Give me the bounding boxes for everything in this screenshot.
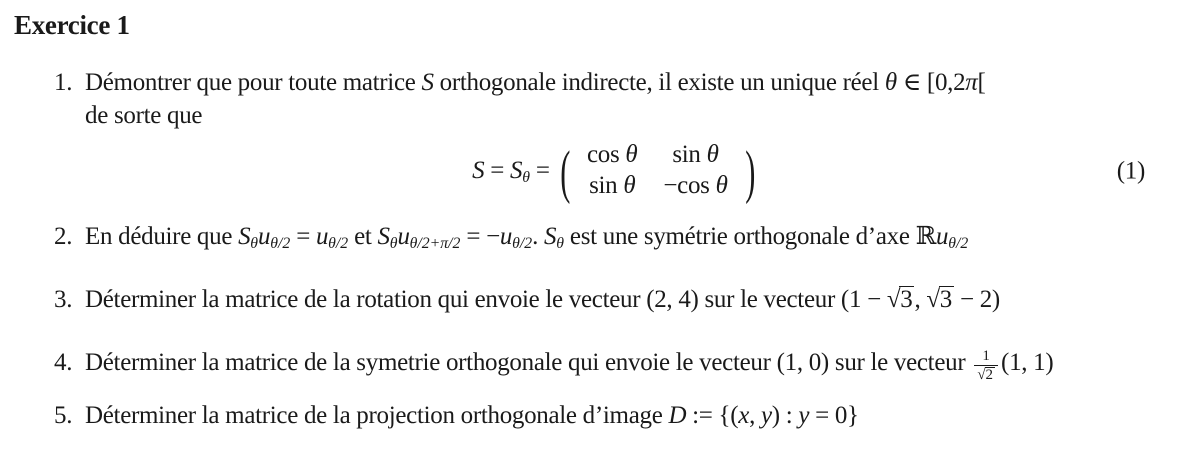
- item-content: [85, 66, 1190, 220]
- fraction-denominator: [974, 365, 998, 384]
- item-content: [85, 346, 1190, 384]
- item-content: [85, 283, 1190, 316]
- equation-number: (1): [1116, 157, 1145, 185]
- matrix-row: [574, 171, 741, 202]
- math-italic: y: [760, 402, 772, 430]
- item-text: En déduire que $S_\theta u_{\theta/2} = u_{\theta/2}$ et $S_\theta u_{\theta/2+\pi/2} = -u_{\theta/2}$. $S_\theta$ est une symétrie orthogonale d’axe ℝu$_{\theta/2}$: [85, 222, 969, 252]
- item-number: 4.: [54, 348, 73, 376]
- fraction: [974, 348, 998, 383]
- subscript: θ/2: [270, 234, 291, 252]
- math-italic: S: [509, 157, 523, 185]
- item-number: 5.: [54, 402, 73, 430]
- exercise-item-3: [0, 283, 1194, 316]
- math-italic: θ: [623, 171, 636, 199]
- matrix-cell: sin θ: [589, 171, 636, 199]
- radicand: 2: [985, 366, 994, 383]
- equation: [472, 137, 759, 205]
- radicand: 3: [939, 285, 952, 313]
- math-italic: S: [377, 222, 390, 250]
- math-italic: x: [738, 402, 750, 430]
- math-italic: S: [544, 222, 557, 250]
- sqrt-expression: [926, 286, 954, 313]
- subscript: θ/2: [328, 234, 349, 252]
- radical-icon: √: [886, 285, 901, 313]
- subscript: θ: [522, 169, 530, 187]
- math-italic: u: [397, 222, 410, 250]
- math-italic: θ: [884, 69, 897, 96]
- matrix-right-paren: ): [744, 137, 755, 205]
- sqrt-expression: [887, 286, 915, 313]
- matrix-cell: cos θ: [587, 141, 638, 168]
- exercise-item-1: [0, 66, 1194, 220]
- item-number: 2.: [54, 222, 73, 250]
- exercise-list: [0, 66, 1194, 432]
- math-italic: S: [238, 222, 251, 250]
- equation-line: [85, 137, 1190, 205]
- item-text: Déterminer la matrice de la symetrie orthogonale qui envoie le vecteur (1, 0) sur le vecteur $\frac{1}{√2}$ (1, 1): [85, 348, 1054, 383]
- subscript: θ/2: [512, 234, 533, 252]
- math-italic: S: [421, 69, 434, 96]
- item-content: [85, 399, 1190, 432]
- matrix: [574, 140, 741, 202]
- math-italic: π: [965, 69, 978, 96]
- math-italic: u: [258, 222, 271, 250]
- subscript: θ: [250, 234, 259, 252]
- exercise-item-5: [0, 399, 1194, 432]
- math-italic: D: [668, 402, 687, 430]
- math-italic: u: [499, 222, 513, 250]
- math-italic: u: [936, 222, 949, 250]
- matrix-left-paren: (: [559, 137, 570, 205]
- exercise-item-4: [0, 346, 1194, 384]
- item-number: 1.: [54, 69, 73, 96]
- math-italic: y: [798, 402, 810, 430]
- exercise-title: Exercice 1: [14, 10, 130, 40]
- subscript: θ: [556, 234, 564, 252]
- item-text: Déterminer la matrice de la rotation qui envoie le vecteur (2, 4) sur le vecteur (1 − √3, √3 − 2): [85, 285, 1000, 313]
- equation-lhs: $S = S_\theta$ =: [472, 157, 556, 187]
- exercise-item-2: [0, 220, 1194, 253]
- item-number: 3.: [54, 285, 73, 313]
- math-italic: θ: [715, 171, 728, 199]
- matrix-cell: sin θ: [672, 141, 719, 168]
- radical-icon: √: [926, 285, 940, 313]
- matrix-cell: −cos θ: [663, 171, 728, 199]
- sqrt-expression: [977, 367, 995, 383]
- subscript: θ: [389, 234, 398, 252]
- subscript: θ/2: [948, 234, 969, 252]
- math-italic: S: [472, 157, 485, 185]
- item-text: Démontrer que pour toute matrice S orthogonale indirecte, il existe un unique réel θ ∈ [0,2π[ de sorte que: [85, 69, 986, 129]
- item-content: [85, 220, 1190, 253]
- radical-icon: √: [977, 366, 986, 383]
- math-italic: θ: [706, 141, 719, 168]
- subscript: θ/2+π/2: [409, 234, 461, 252]
- fraction-numerator: 1: [982, 348, 990, 364]
- math-italic: u: [315, 222, 329, 250]
- radicand: 3: [900, 285, 913, 313]
- math-italic: θ: [625, 141, 638, 168]
- item-text: Déterminer la matrice de la projection orthogonale d’image D := {(x, y) : y = 0}: [85, 402, 859, 430]
- matrix-row: [574, 140, 741, 171]
